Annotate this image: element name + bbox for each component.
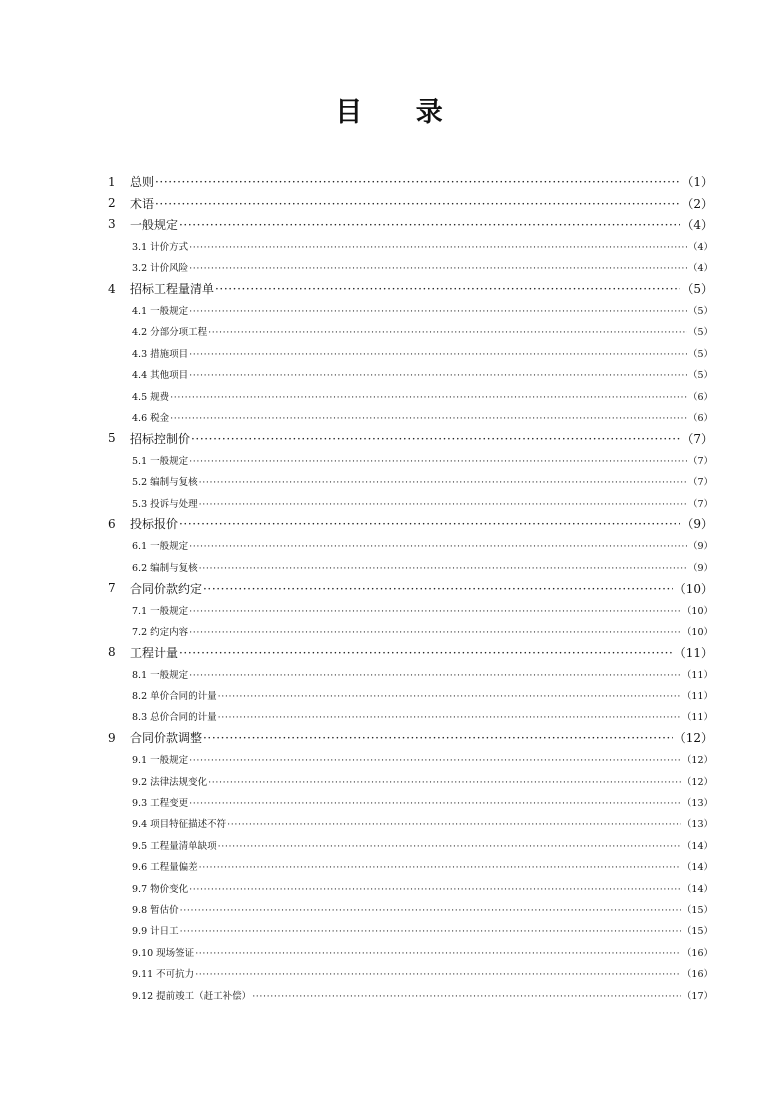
chapter-number: 5	[108, 431, 116, 446]
entry-label: 9.10 现场签证	[132, 947, 195, 959]
entry-label: 9.3 工程变更	[132, 798, 189, 810]
page-number: （10）	[673, 581, 713, 596]
entry-label: 一般规定	[130, 217, 179, 232]
chapter-number: 7	[108, 581, 116, 596]
page-number: （11）	[681, 712, 713, 724]
toc-section-entry[interactable]	[0, 620, 778, 641]
page-number: （11）	[681, 691, 713, 703]
page-number: （2）	[681, 196, 713, 211]
toc-section-entry[interactable]	[0, 856, 778, 877]
toc-section-entry[interactable]	[0, 385, 778, 406]
page-number: （5）	[687, 348, 713, 360]
toc-section-entry[interactable]	[0, 962, 778, 983]
dot-leader	[189, 263, 687, 274]
dot-leader	[199, 499, 687, 510]
toc-chapter-entry[interactable]	[0, 278, 778, 299]
toc-entry-line	[130, 430, 713, 447]
toc-entry-line	[132, 795, 713, 809]
toc-section-entry[interactable]	[0, 791, 778, 812]
entry-label: 9.11 不可抗力	[132, 969, 195, 981]
toc-chapter-entry[interactable]	[0, 192, 778, 213]
dot-leader	[218, 712, 681, 723]
entry-label: 9.12 提前竣工（赶工补偿）	[132, 990, 252, 1002]
toc-section-entry[interactable]	[0, 706, 778, 727]
dot-leader	[203, 731, 673, 745]
toc-chapter-entry[interactable]	[0, 642, 778, 663]
dot-leader	[189, 370, 687, 381]
toc-section-entry[interactable]	[0, 834, 778, 855]
entry-label: 5.2 编制与复核	[132, 477, 198, 489]
dot-leader	[189, 755, 681, 766]
dot-leader	[189, 670, 681, 681]
entry-label: 4.2 分部分项工程	[132, 327, 208, 339]
table-of-contents	[0, 171, 778, 1005]
page-number: （7）	[687, 477, 713, 489]
entry-label: 6.1 一般规定	[132, 541, 189, 553]
toc-entry-line	[130, 515, 713, 532]
dot-leader	[189, 456, 687, 467]
toc-entry-line	[132, 538, 713, 552]
toc-section-entry[interactable]	[0, 342, 778, 363]
toc-section-entry[interactable]	[0, 898, 778, 919]
toc-entry-line	[132, 303, 713, 317]
entry-label: 9.9 计日工	[132, 926, 179, 938]
entry-label: 9.6 工程量偏差	[132, 862, 198, 874]
entry-label: 9.4 项目特征描述不符	[132, 819, 227, 831]
page-number: （9）	[687, 541, 713, 553]
dot-leader	[170, 392, 687, 403]
chapter-number: 6	[108, 516, 116, 531]
toc-section-entry[interactable]	[0, 470, 778, 491]
dot-leader	[199, 862, 681, 873]
toc-section-entry[interactable]	[0, 749, 778, 770]
toc-section-entry[interactable]	[0, 556, 778, 577]
toc-entry-line	[130, 729, 713, 746]
toc-chapter-entry[interactable]	[0, 171, 778, 192]
toc-section-entry[interactable]	[0, 535, 778, 556]
page-number: （10）	[681, 626, 713, 638]
toc-chapter-entry[interactable]	[0, 428, 778, 449]
toc-entry-line	[132, 560, 713, 574]
chapter-number: 2	[108, 196, 116, 211]
toc-section-entry[interactable]	[0, 449, 778, 470]
toc-section-entry[interactable]	[0, 257, 778, 278]
page-number: （7）	[687, 498, 713, 510]
toc-section-entry[interactable]	[0, 599, 778, 620]
toc-chapter-entry[interactable]	[0, 214, 778, 235]
entry-label: 总则	[130, 175, 155, 190]
page-number: （15）	[681, 926, 713, 938]
entry-label: 7.1 一般规定	[132, 605, 189, 617]
toc-entry-line	[132, 966, 713, 980]
entry-label: 9.5 工程量清单缺项	[132, 840, 217, 852]
page-number: （10）	[681, 605, 713, 617]
dot-leader	[227, 819, 681, 830]
page-number: （12）	[681, 776, 713, 788]
toc-entry-line	[132, 346, 713, 360]
chapter-number: 1	[108, 174, 116, 189]
toc-entry-line	[132, 367, 713, 381]
page-number: （6）	[687, 391, 713, 403]
toc-entry-line	[132, 667, 713, 681]
toc-entry-line	[130, 280, 713, 297]
dot-leader	[180, 926, 681, 937]
toc-entry-line	[130, 216, 713, 233]
dot-leader	[189, 606, 681, 617]
page-number: （14）	[681, 840, 713, 852]
entry-label: 8.2 单价合同的计量	[132, 691, 217, 703]
dot-leader	[199, 477, 687, 488]
toc-section-entry[interactable]	[0, 770, 778, 791]
toc-entry-line	[132, 624, 713, 638]
toc-chapter-entry[interactable]	[0, 513, 778, 534]
toc-entry-line	[130, 173, 713, 190]
dot-leader	[252, 991, 681, 1002]
dot-leader	[208, 327, 687, 338]
entry-label: 招标工程量清单	[130, 282, 215, 297]
toc-entry-line	[132, 453, 713, 467]
page-number: （7）	[681, 431, 713, 446]
dot-leader	[189, 627, 681, 638]
entry-label: 招标控制价	[130, 431, 191, 446]
toc-section-entry[interactable]	[0, 299, 778, 320]
toc-entry-line	[132, 988, 713, 1002]
dot-leader	[215, 282, 680, 296]
dot-leader	[189, 242, 687, 253]
entry-label: 9.8 暂估价	[132, 904, 179, 916]
dot-leader	[195, 948, 681, 959]
entry-label: 9.2 法律法规变化	[132, 776, 208, 788]
entry-label: 5.1 一般规定	[132, 455, 189, 467]
entry-label: 7.2 约定内容	[132, 626, 189, 638]
dot-leader	[179, 218, 680, 232]
toc-entry-line	[132, 774, 713, 788]
chapter-number: 8	[108, 645, 116, 660]
entry-label: 合同价款约定	[130, 581, 203, 596]
entry-label: 8.1 一般规定	[132, 669, 189, 681]
page-number: （9）	[687, 562, 713, 574]
toc-entry-line	[130, 195, 713, 212]
dot-leader	[189, 541, 687, 552]
entry-label: 4.3 措施项目	[132, 348, 189, 360]
toc-entry-line	[132, 945, 713, 959]
page-number: （11）	[673, 645, 713, 660]
page-number: （4）	[681, 217, 713, 232]
toc-entry-line	[132, 474, 713, 488]
page-number: （13）	[681, 819, 713, 831]
page-number: （15）	[681, 904, 713, 916]
toc-entry-line	[132, 389, 713, 403]
entry-label: 术语	[130, 196, 155, 211]
entry-label: 合同价款调整	[130, 731, 203, 746]
toc-entry-line	[130, 644, 713, 661]
toc-section-entry[interactable]	[0, 941, 778, 962]
dot-leader	[191, 432, 680, 446]
entry-label: 投标报价	[130, 517, 179, 532]
toc-section-entry[interactable]	[0, 877, 778, 898]
page-number: （11）	[681, 669, 713, 681]
page-number: （14）	[681, 862, 713, 874]
page-number: （12）	[681, 755, 713, 767]
toc-entry-line	[132, 752, 713, 766]
dot-leader	[203, 582, 673, 596]
toc-entry-line	[132, 324, 713, 338]
dot-leader	[179, 646, 673, 660]
toc-entry-line	[132, 881, 713, 895]
entry-label: 4.1 一般规定	[132, 306, 189, 318]
dot-leader	[218, 691, 681, 702]
entry-label: 3.2 计价风险	[132, 263, 189, 275]
page-number: （6）	[687, 412, 713, 424]
toc-chapter-entry[interactable]	[0, 577, 778, 598]
page-number: （13）	[681, 798, 713, 810]
page-number: （4）	[687, 263, 713, 275]
toc-entry-line	[132, 410, 713, 424]
dot-leader	[189, 306, 687, 317]
entry-label: 6.2 编制与复核	[132, 562, 198, 574]
toc-section-entry[interactable]	[0, 920, 778, 941]
chapter-number: 9	[108, 730, 116, 745]
dot-leader	[179, 517, 680, 531]
dot-leader	[195, 969, 681, 980]
toc-section-entry[interactable]	[0, 984, 778, 1005]
entry-label: 9.1 一般规定	[132, 755, 189, 767]
toc-section-entry[interactable]	[0, 406, 778, 427]
page-number: （7）	[687, 455, 713, 467]
dot-leader	[155, 197, 680, 211]
chapter-number: 4	[108, 281, 116, 296]
page-number: （17）	[681, 990, 713, 1002]
dot-leader	[189, 798, 681, 809]
toc-entry-line	[130, 580, 713, 597]
dot-leader	[155, 175, 680, 189]
toc-entry-line	[132, 688, 713, 702]
toc-entry-line	[132, 260, 713, 274]
entry-label: 工程计量	[130, 645, 179, 660]
page-number: （5）	[687, 327, 713, 339]
toc-entry-line	[132, 239, 713, 253]
toc-entry-line	[132, 923, 713, 937]
page-number: （5）	[687, 306, 713, 318]
entry-label: 8.3 总价合同的计量	[132, 712, 217, 724]
toc-section-entry[interactable]	[0, 492, 778, 513]
page-number: （12）	[673, 731, 713, 746]
page-number: （9）	[681, 517, 713, 532]
toc-entry-line	[132, 709, 713, 723]
dot-leader	[189, 349, 687, 360]
toc-entry-line	[132, 603, 713, 617]
chapter-number: 3	[108, 217, 116, 232]
dot-leader	[208, 777, 681, 788]
dot-leader	[170, 413, 687, 424]
toc-section-entry[interactable]	[0, 684, 778, 705]
toc-entry-line	[132, 838, 713, 852]
toc-entry-line	[132, 902, 713, 916]
page-number: （16）	[681, 947, 713, 959]
entry-label: 4.4 其他项目	[132, 370, 189, 382]
toc-entry-line	[132, 859, 713, 873]
toc-section-entry[interactable]	[0, 235, 778, 256]
toc-section-entry[interactable]	[0, 321, 778, 342]
toc-section-entry[interactable]	[0, 364, 778, 385]
dot-leader	[199, 563, 687, 574]
toc-section-entry[interactable]	[0, 663, 778, 684]
entry-label: 3.1 计价方式	[132, 241, 189, 253]
page-title: 目 录	[335, 97, 465, 128]
page-number: （5）	[687, 370, 713, 382]
entry-label: 5.3 投诉与处理	[132, 498, 198, 510]
page-number: （5）	[681, 282, 713, 297]
toc-section-entry[interactable]	[0, 813, 778, 834]
toc-entry-line	[132, 816, 713, 830]
entry-label: 9.7 物价变化	[132, 883, 189, 895]
toc-entry-line	[132, 496, 713, 510]
entry-label: 4.6 税金	[132, 412, 170, 424]
dot-leader	[180, 905, 681, 916]
entry-label: 4.5 规费	[132, 391, 170, 403]
dot-leader	[218, 841, 681, 852]
page-number: （1）	[681, 175, 713, 190]
page-number: （4）	[687, 241, 713, 253]
dot-leader	[189, 884, 681, 895]
toc-chapter-entry[interactable]	[0, 727, 778, 748]
page-number: （16）	[681, 969, 713, 981]
page-number: （14）	[681, 883, 713, 895]
